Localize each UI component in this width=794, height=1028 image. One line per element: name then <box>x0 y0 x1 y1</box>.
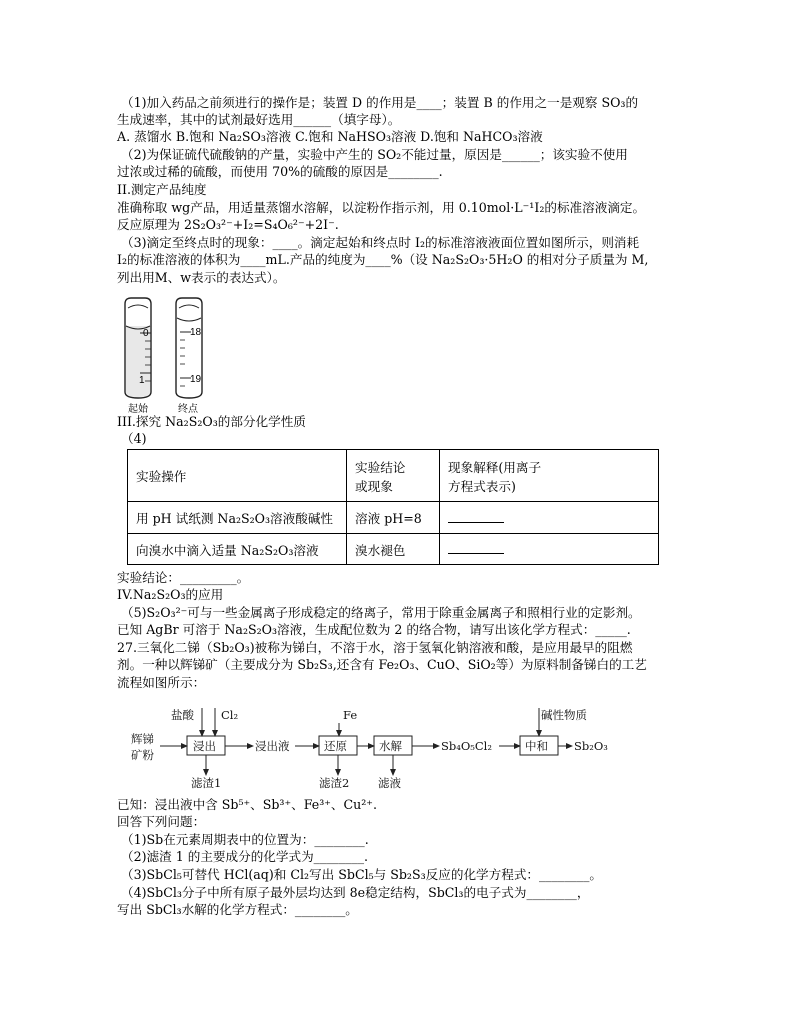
table-cell-conclusion: 溶液 pH=8 <box>347 502 440 534</box>
flow-hcl-label: 盐酸 <box>171 708 194 722</box>
burette-start-tick-0: 0 <box>143 328 149 339</box>
process-flow-diagram <box>127 705 627 797</box>
experiment-conclusion: 实验结论：_________。 <box>117 570 250 585</box>
q26-text-line-2: 生成速率，其中的试剂最好选用______（填字母）。 <box>117 112 401 127</box>
q26-text-line-7: 准确称取 wg产品，用适量蒸馏水溶解，以淀粉作指示剂，用 0.10mol·L⁻¹I₂的标准溶液滴定。 <box>117 200 646 215</box>
table-cell-operation: 向溴水中滴入适量 Na₂S₂O₃溶液 <box>128 534 347 565</box>
section-heading-iii: III.探究 Na₂S₂O₃的部分化学性质 <box>117 414 306 429</box>
flow-filtrate: 滤液 <box>378 776 401 790</box>
q27-text-line-6: （1)Sb在元素周期表中的位置为：________. <box>121 832 369 847</box>
table-header-explanation: 现象解释(用离子 方程式表示) <box>440 450 659 502</box>
q26-text-line-4: （2)为保证硫代硫酸钠的产量，实验中产生的 SO₂不能过量，原因是______；该实验不使用 <box>121 147 628 162</box>
q27-text-line-8: （3)SbCl₅可替代 HCl(aq)和 Cl₂写出 SbCl₅与 Sb₂S₃反应的化学方程式：________。 <box>121 867 602 882</box>
flow-leachate-label: 浸出液 <box>255 739 290 753</box>
q26-question-4-label: （4) <box>121 431 147 446</box>
flow-residue-1: 滤渣1 <box>191 776 222 790</box>
flow-step-hydrolysis: 水解 <box>379 739 402 753</box>
table-row <box>128 534 659 565</box>
flow-ore-label-1: 辉锑 <box>131 732 154 746</box>
q26-text-line-11: 列出用M、w表示的表达式）。 <box>117 270 286 285</box>
table-cell-conclusion: 溴水褪色 <box>347 534 440 565</box>
q27-text-line-10: 写出 SbCl₃水解的化学方程式：________。 <box>117 902 358 917</box>
burette-start <box>125 298 151 398</box>
burette-end-tick-19: 19 <box>190 374 202 385</box>
q26-text-line-3: A. 蒸馏水 B.饱和 Na₂SO₃溶液 C.饱和 NaHSO₃溶液 D.饱和 NaHCO₃溶液 <box>117 129 543 144</box>
q26-text-line-17: 已知 AgBr 可溶于 Na₂S₂O₃溶液，生成配位数为 2 的络合物，请写出该化学方程式：_____. <box>117 622 631 637</box>
burette-start-tick-1: 1 <box>139 375 145 386</box>
q27-text-line-9: （4)SbCl₃分子中所有原子最外层均达到 8e稳定结构，SbCl₃的电子式为________， <box>121 885 590 900</box>
q26-text-line-10: I₂的标准溶液的体积为____mL.产品的纯度为____%（设 Na₂S₂O₃·5H₂O 的相对分子质量为 M, <box>117 252 649 267</box>
flow-product-sb2o3: Sb₂O₃ <box>574 739 608 753</box>
q26-text-line-1: （1)加入药品之前须进行的操作是；装置 D 的作用是____；装置 B 的作用之一是观察 SO₃的 <box>121 95 639 110</box>
section-heading-ii: II.测定产品纯度 <box>117 182 207 197</box>
burette-end-tick-18: 18 <box>190 327 202 338</box>
experiment-table <box>127 449 659 565</box>
flow-residue-2: 滤渣2 <box>319 776 350 790</box>
q27-text-line-2: 剂。一种以辉锑矿（主要成分为 Sb₂S₃,还含有 Fe₂O₃、CuO、SiO₂等）为原料制备锑白的工艺 <box>117 657 647 672</box>
q26-text-line-16: （5)S₂O₃²⁻可与一些金属离子形成稳定的络离子，常用于除重金属离子和照相行业的定影剂。 <box>121 605 641 620</box>
table-row <box>128 502 659 534</box>
q26-text-line-8: 反应原理为 2S₂O₃²⁻+I₂=S₄O₆²⁻+2I⁻. <box>117 217 339 232</box>
flow-cl2-label: Cl₂ <box>221 708 239 722</box>
q27-text-line-3: 流程如图所示： <box>117 675 206 690</box>
burette-end-caption: 终点 <box>178 404 198 414</box>
flow-step-reduce: 还原 <box>324 739 347 753</box>
table-cell-operation: 用 pH 试纸测 Na₂S₂O₃溶液酸碱性 <box>128 502 347 534</box>
q27-text-line-5: 回答下列问题： <box>117 814 206 829</box>
table-header-operation: 实验操作 <box>128 450 347 502</box>
flow-ore-label-2: 矿粉 <box>131 748 154 762</box>
table-cell-answer-blank[interactable] <box>440 534 659 565</box>
table-cell-answer-blank[interactable] <box>440 502 659 534</box>
burette-start-caption: 起始 <box>128 404 148 414</box>
flow-step-neutralize: 中和 <box>525 739 548 753</box>
q26-text-line-5: 过浓或过稀的硫酸，而使用 70%的硫酸的原因是________. <box>117 164 443 179</box>
burette-figure <box>118 296 228 414</box>
flow-fe-label: Fe <box>343 708 358 722</box>
flow-base-label: 碱性物质 <box>541 708 587 722</box>
flow-step-leach: 浸出 <box>193 739 216 753</box>
table-header-conclusion: 实验结论 或现象 <box>347 450 440 502</box>
flow-intermediate-sb4o5cl2: Sb₄O₅Cl₂ <box>441 739 492 753</box>
q26-text-line-9: （3)滴定至终点时的现象：____。滴定起始和终点时 I₂的标准溶液液面位置如图所示，则消耗 <box>121 235 640 250</box>
q27-text-line-7: （2)滤渣 1 的主要成分的化学式为________. <box>121 849 369 864</box>
q27-text-line-4: 已知：浸出液中含 Sb⁵⁺、Sb³⁺、Fe³⁺、Cu²⁺. <box>117 797 377 812</box>
section-heading-iv: IV.Na₂S₂O₃的应用 <box>117 587 224 602</box>
q27-text-line-1: 27.三氧化二锑（Sb₂O₃)被称为锑白，不溶于水，溶于氢氧化钠溶液和酸，是应用最早的阻燃 <box>117 640 633 655</box>
table-header-row <box>128 450 659 502</box>
